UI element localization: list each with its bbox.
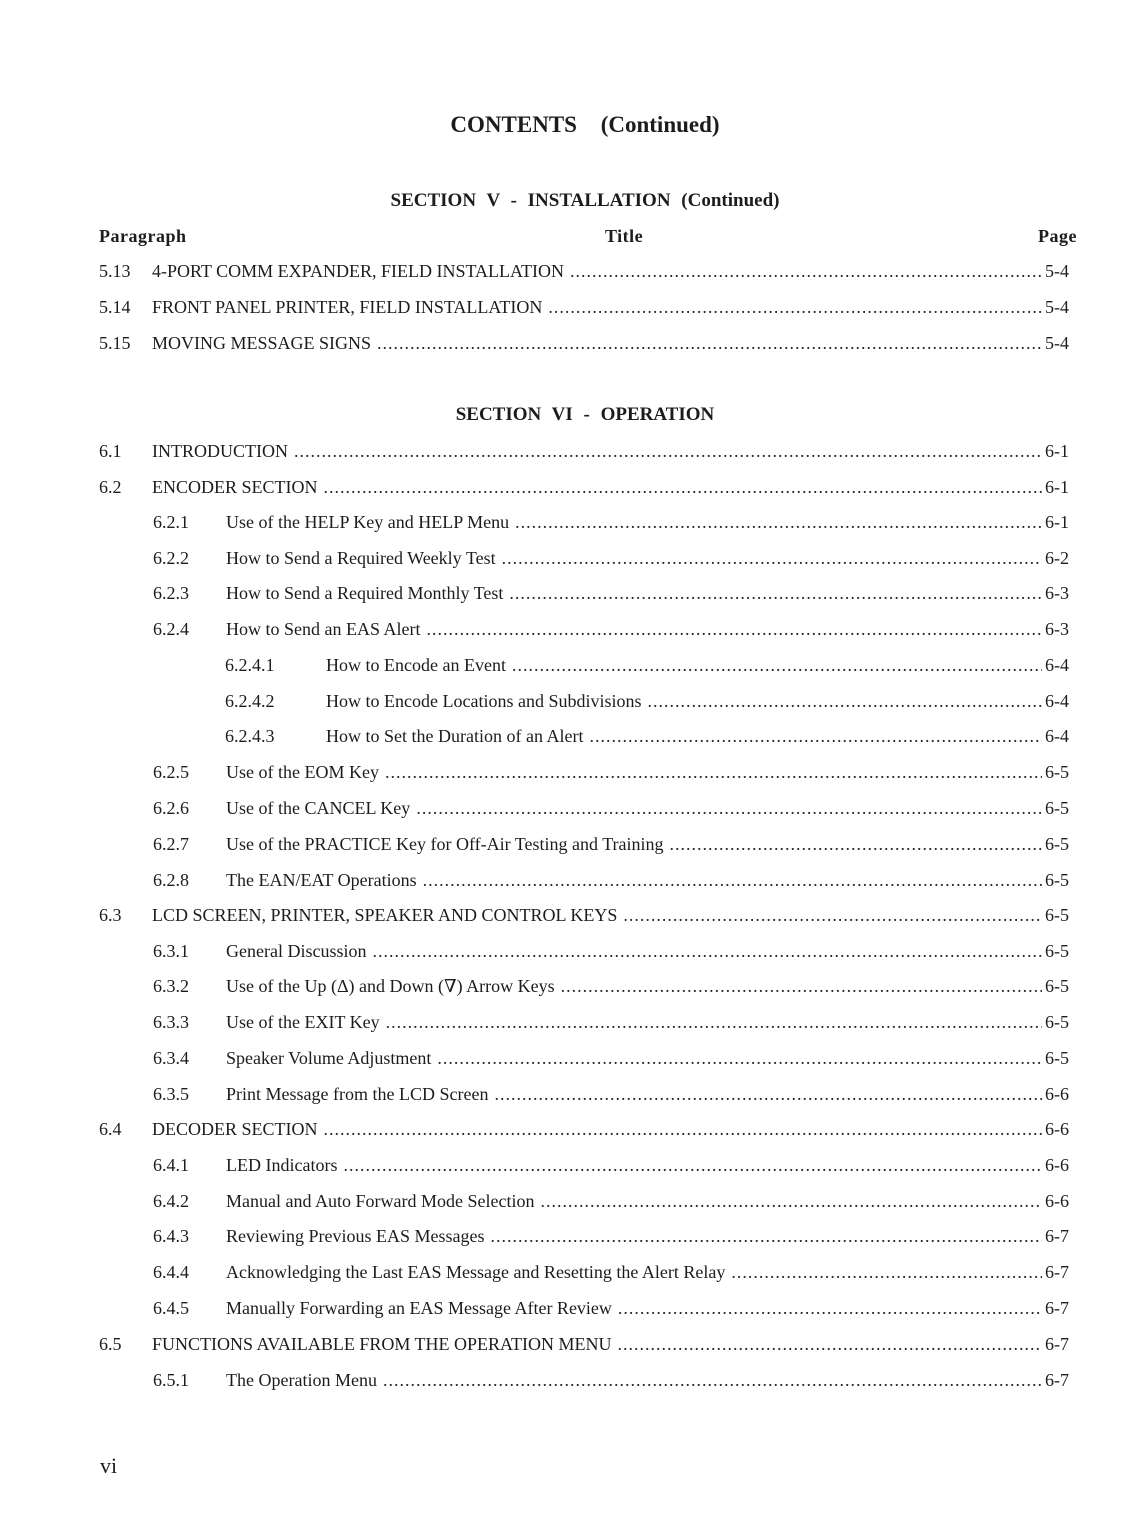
toc-entry-page: 6-5 [1045,762,1069,782]
toc-entry-number: 6.2.4.2 [225,691,275,711]
column-heading-title: Title [605,226,644,246]
toc-entry-page: 6-5 [1045,834,1069,854]
toc-entry[interactable] [153,834,1069,858]
toc-entry-page: 6-6 [1045,1084,1069,1104]
toc-entry[interactable] [99,1119,1069,1143]
toc-entry-page: 5-4 [1045,297,1069,317]
toc-entry[interactable] [99,441,1069,465]
toc-entry-page: 6-7 [1045,1370,1069,1390]
toc-entry-title: FRONT PANEL PRINTER, FIELD INSTALLATION [152,297,543,317]
toc-entry-title: Use of the EXIT Key [226,1012,380,1032]
toc-entry-page: 6-5 [1045,905,1069,925]
toc-entry[interactable] [99,297,1069,321]
toc-entry[interactable] [153,583,1069,607]
toc-entry[interactable] [153,1370,1069,1394]
toc-entry[interactable] [153,512,1069,536]
toc-leader-dots [618,1298,1042,1319]
toc-entry[interactable] [153,976,1069,1000]
toc-leader-dots [670,834,1042,855]
toc-entry-number: 6.5.1 [153,1370,189,1390]
toc-entry-title: The Operation Menu [226,1370,377,1390]
toc-leader-dots [494,1084,1042,1105]
toc-leader-dots [383,1370,1042,1391]
toc-entry[interactable] [225,691,1069,715]
toc-entry[interactable] [153,941,1069,965]
toc-entry-title: Manually Forwarding an EAS Message After Review [226,1298,612,1318]
toc-entry-page: 6-3 [1045,619,1069,639]
toc-entry[interactable] [99,333,1069,357]
toc-entry-title: Use of the EOM Key [226,762,379,782]
toc-leader-dots [548,297,1042,318]
toc-leader-dots [343,1155,1042,1176]
toc-entry-title: DECODER SECTION [152,1119,318,1139]
toc-entry-page: 6-4 [1045,655,1069,675]
toc-leader-dots [618,1334,1042,1355]
toc-entry-number: 6.2.4.3 [225,726,275,746]
toc-leader-dots [540,1191,1042,1212]
toc-entry-page: 6-6 [1045,1191,1069,1211]
toc-entry-number: 6.2.5 [153,762,189,782]
toc-entry-number: 6.2.7 [153,834,189,854]
toc-entry-title: How to Send an EAS Alert [226,619,421,639]
toc-leader-dots [515,512,1042,533]
toc-entry-page: 6-6 [1045,1155,1069,1175]
toc-entry-title: Use of the HELP Key and HELP Menu [226,512,510,532]
toc-entry-title: MOVING MESSAGE SIGNS [152,333,372,353]
toc-entry-title: Speaker Volume Adjustment [226,1048,432,1068]
toc-entry-page: 6-4 [1045,726,1069,746]
toc-entry[interactable] [153,1048,1069,1072]
toc-entry-title: General Discussion [226,941,367,961]
toc-leader-dots [512,655,1042,676]
column-heading-paragraph: Paragraph [99,226,187,246]
toc-entry-number: 6.2.8 [153,870,189,890]
toc-entry-number: 6.4.5 [153,1298,189,1318]
toc-entry-title: How to Send a Required Weekly Test [226,548,496,568]
toc-entry[interactable] [153,1012,1069,1036]
toc-entry-number: 6.3.3 [153,1012,189,1032]
toc-entry-page: 6-5 [1045,798,1069,818]
toc-entry-number: 5.13 [99,261,131,281]
toc-entry-title: Use of the Up (Δ) and Down (∇) Arrow Keys [226,976,555,996]
toc-entry[interactable] [153,1155,1069,1179]
toc-leader-dots [377,333,1042,354]
toc-entry-page: 6-1 [1045,441,1069,461]
toc-leader-dots [502,548,1042,569]
toc-entry-title: Manual and Auto Forward Mode Selection [226,1191,535,1211]
toc-entry-number: 6.2.1 [153,512,189,532]
toc-entry[interactable] [99,477,1069,501]
toc-entry-number: 6.3.1 [153,941,189,961]
toc-entry-page: 6-3 [1045,583,1069,603]
toc-entry-number: 6.5 [99,1334,122,1354]
toc-entry[interactable] [99,905,1069,929]
toc-entry-page: 5-4 [1045,333,1069,353]
toc-entry[interactable] [225,655,1069,679]
toc-entry[interactable] [99,261,1069,285]
toc-entry-number: 6.2 [99,477,122,497]
toc-entry-title: The EAN/EAT Operations [226,870,417,890]
toc-entry-title: FUNCTIONS AVAILABLE FROM THE OPERATION MENU [152,1334,612,1354]
toc-entry-title: LCD SCREEN, PRINTER, SPEAKER AND CONTROL KEYS [152,905,618,925]
toc-entry[interactable] [153,870,1069,894]
toc-entry[interactable] [153,1084,1069,1108]
toc-leader-dots [294,441,1042,462]
toc-entry-number: 6.4.1 [153,1155,189,1175]
toc-entry-page: 6-7 [1045,1262,1069,1282]
toc-entry-title: Reviewing Previous EAS Messages [226,1226,485,1246]
toc-entry-page: 6-5 [1045,1012,1069,1032]
toc-entry[interactable] [153,1262,1069,1286]
toc-leader-dots [426,619,1042,640]
toc-entry-page: 6-5 [1045,941,1069,961]
toc-leader-dots [731,1262,1042,1283]
page-number: vi [100,1453,118,1478]
toc-entry-number: 6.4.3 [153,1226,189,1246]
toc-entry-page: 6-2 [1045,548,1069,568]
toc-entry-number: 5.14 [99,297,131,317]
toc-entry-page: 6-7 [1045,1226,1069,1246]
toc-entry-page: 6-7 [1045,1298,1069,1318]
toc-entry-page: 5-4 [1045,261,1069,281]
toc-entry-number: 6.3.4 [153,1048,189,1068]
toc-entry-title: Use of the PRACTICE Key for Off-Air Testing and Training [226,834,664,854]
toc-entry-number: 6.4 [99,1119,122,1139]
toc-entry-title: How to Encode an Event [326,655,506,675]
toc-leader-dots [437,1048,1042,1069]
toc-entry-page: 6-6 [1045,1119,1069,1139]
toc-entry-number: 6.3.2 [153,976,189,996]
toc-entry-page: 6-5 [1045,976,1069,996]
toc-entry-number: 5.15 [99,333,131,353]
column-heading-page: Page [1038,226,1077,246]
toc-leader-dots [570,261,1042,282]
column-headings [99,226,1077,252]
section-v-heading: SECTION V - INSTALLATION (Continued) [390,190,780,211]
toc-leader-dots [385,762,1042,783]
toc-entry[interactable] [225,726,1069,750]
toc-leader-dots [386,1012,1042,1033]
toc-entry[interactable] [153,1191,1069,1215]
toc-entry-title: How to Encode Locations and Subdivisions [326,691,642,711]
toc-leader-dots [647,691,1042,712]
toc-entry-page: 6-7 [1045,1334,1069,1354]
toc-entry-title: INTRODUCTION [152,441,288,461]
toc-leader-dots [372,941,1042,962]
toc-entry[interactable] [153,1298,1069,1322]
toc-entry-page: 6-1 [1045,512,1069,532]
toc-entry[interactable] [99,1334,1069,1358]
toc-entry-page: 6-5 [1045,1048,1069,1068]
toc-entry[interactable] [153,548,1069,572]
toc-leader-dots [324,477,1043,498]
section-vi-heading: SECTION VI - OPERATION [455,404,715,425]
toc-entry-number: 6.1 [99,441,122,461]
toc-entry-page: 6-5 [1045,870,1069,890]
toc-entry-number: 6.3.5 [153,1084,189,1104]
toc-leader-dots [423,870,1042,891]
toc-entry[interactable] [153,762,1069,786]
toc-entry-title: How to Set the Duration of an Alert [326,726,584,746]
toc-entry-number: 6.4.4 [153,1262,189,1282]
toc-entry-number: 6.2.4 [153,619,189,639]
toc-entry-title: LED Indicators [226,1155,338,1175]
toc-entry-page: 6-4 [1045,691,1069,711]
toc-entry-title: ENCODER SECTION [152,477,318,497]
toc-leader-dots [623,905,1042,926]
toc-leader-dots [490,1226,1042,1247]
toc-leader-dots [324,1119,1043,1140]
toc-leader-dots [416,798,1042,819]
toc-entry-title: Use of the CANCEL Key [226,798,411,818]
toc-leader-dots [589,726,1042,747]
toc-entry-title: Acknowledging the Last EAS Message and Resetting the Alert Relay [226,1262,726,1282]
toc-entry-number: 6.2.2 [153,548,189,568]
toc-entry-number: 6.2.3 [153,583,189,603]
toc-entry-number: 6.2.6 [153,798,189,818]
page-title: CONTENTS (Continued) [450,112,720,137]
toc-entry-page: 6-1 [1045,477,1069,497]
toc-entry[interactable] [153,619,1069,643]
toc-entry-title: How to Send a Required Monthly Test [226,583,504,603]
toc-leader-dots [509,583,1042,604]
toc-entry-title: 4-PORT COMM EXPANDER, FIELD INSTALLATION [152,261,564,281]
toc-entry-title: Print Message from the LCD Screen [226,1084,489,1104]
toc-entry[interactable] [153,1226,1069,1250]
toc-entry-number: 6.2.4.1 [225,655,275,675]
toc-entry[interactable] [153,798,1069,822]
toc-leader-dots [561,976,1042,997]
toc-entry-number: 6.4.2 [153,1191,189,1211]
toc-entry-number: 6.3 [99,905,122,925]
